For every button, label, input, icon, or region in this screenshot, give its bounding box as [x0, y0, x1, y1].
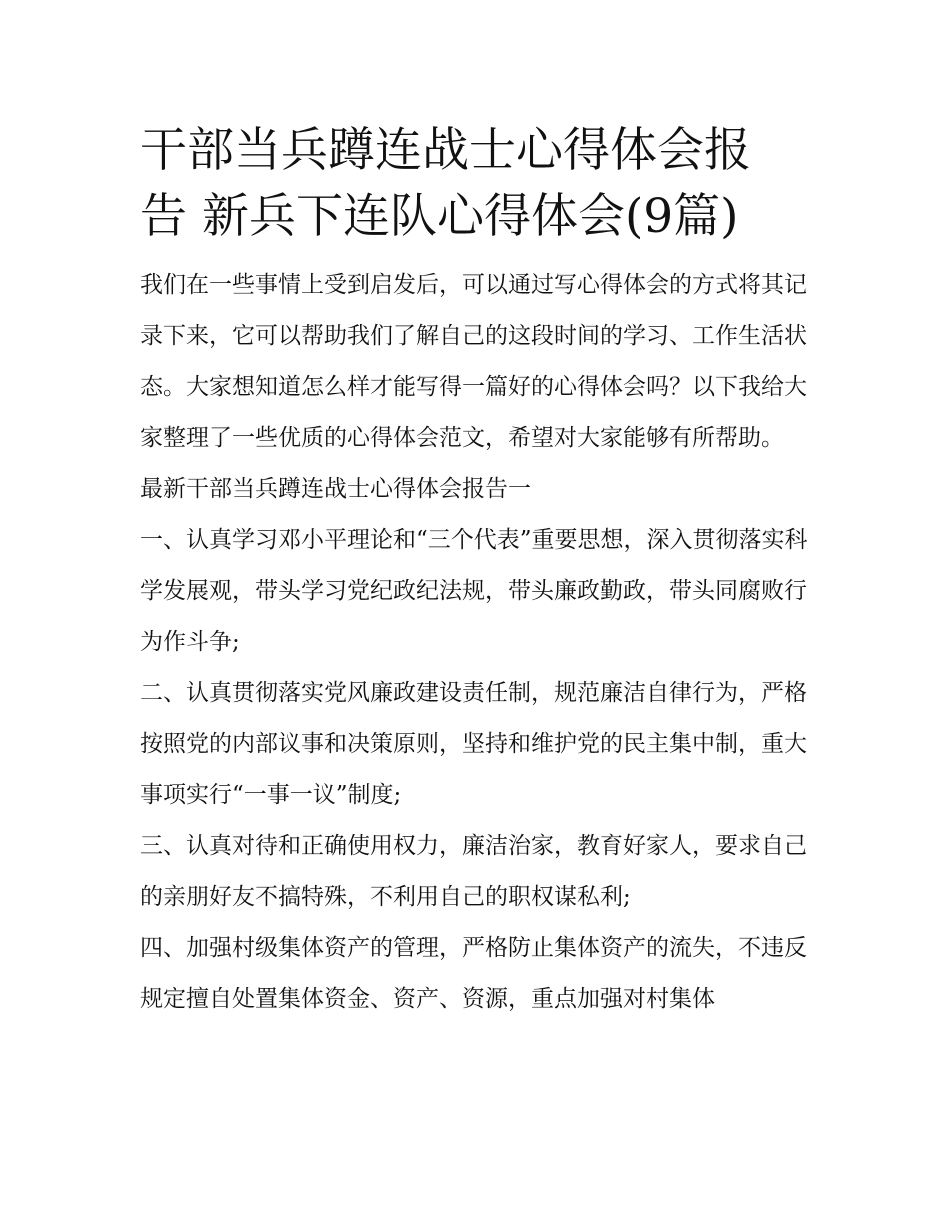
- document-page: [140, 118, 820, 1025]
- title-line-2: 告 新兵下连队心得体会(9篇): [140, 189, 739, 244]
- item-paragraph-2: 二、认真贯彻落实党风廉政建设责任制，规范廉洁自律行为，严格按照党的内部议事和决策原则，坚持和维护党的民主集中制，重大事项实行“一事一议”制度;: [140, 680, 807, 808]
- section-heading: 最新干部当兵蹲连战士心得体会报告一: [140, 476, 531, 502]
- document-title: [140, 118, 820, 250]
- title-line-1: 干部当兵蹲连战士心得体会报: [140, 123, 751, 178]
- document-body: [140, 260, 820, 1025]
- intro-paragraph: 我们在一些事情上受到启发后，可以通过写心得体会的方式将其记录下来，它可以帮助我们了解自己的这段时间的学习、工作生活状态。大家想知道怎么样才能写得一篇好的心得体会吗？以下我给大家整理了一些优质的心得体会范文，希望对大家能够有所帮助。: [140, 272, 807, 451]
- item-paragraph-4: 四、加强村级集体资产的管理，严格防止集体资产的流失，不违反规定擅自处置集体资金、资产、资源，重点加强对村集体: [140, 935, 807, 1012]
- item-paragraph-3: 三、认真对待和正确使用权力，廉洁治家，教育好家人，要求自己的亲朋好友不搞特殊，不利用自己的职权谋私利;: [140, 833, 807, 910]
- item-paragraph-1: 一、认真学习邓小平理论和“三个代表”重要思想，深入贯彻落实科学发展观，带头学习党纪政纪法规，带头廉政勤政，带头同腐败行为作斗争;: [140, 527, 808, 655]
